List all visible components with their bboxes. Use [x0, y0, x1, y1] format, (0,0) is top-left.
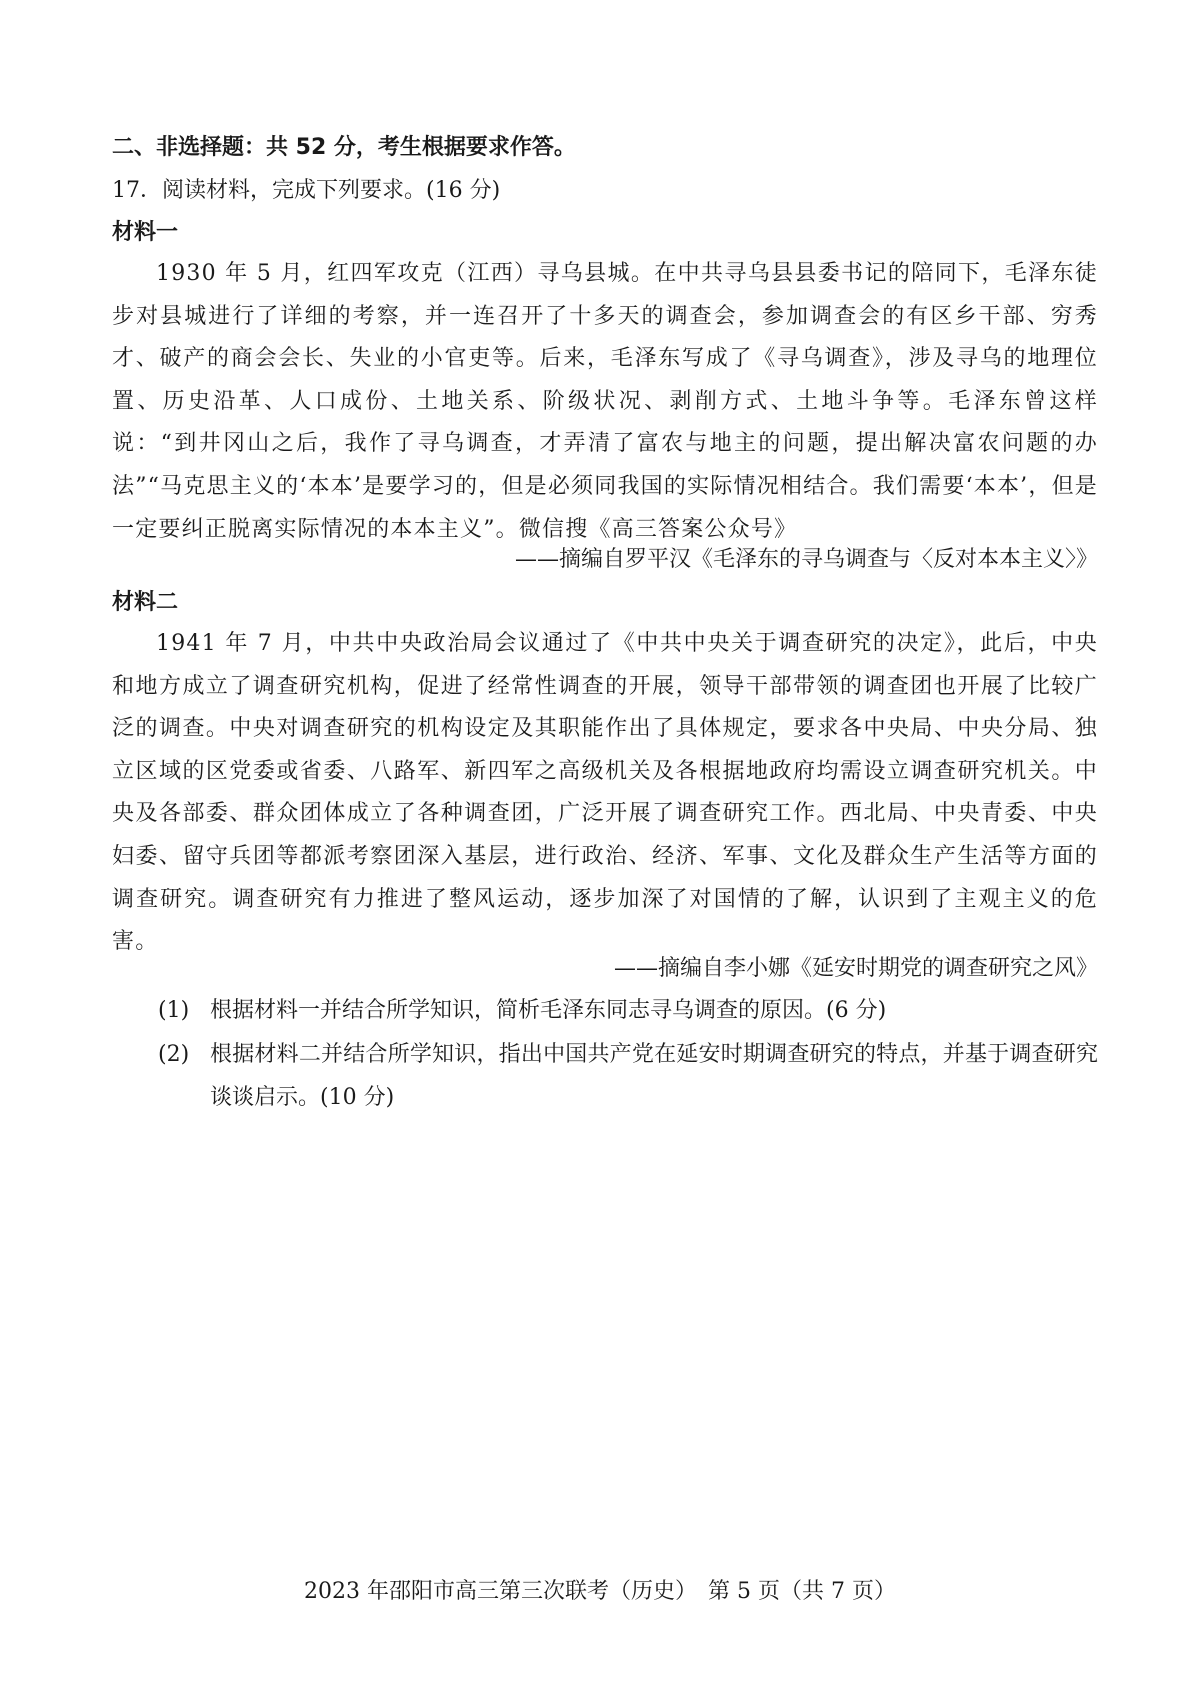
sub-question-2 — [158, 1034, 1098, 1119]
sub-question-1 — [158, 990, 1098, 1033]
material-1-text: 1930 年 5 月，红四军攻克（江西）寻乌县城。在中共寻乌县县委书记的陪同下，毛泽东徒步对县城进行了详细的考察，并一连召开了十多天的调查会，参加调查会的有区乡干部、穷秀才、破产的商会会长、失业的小官吏等。后来，毛泽东写成了《寻乌调查》，涉及寻乌的地理位置、历史沿革、人口成份、土地关系、阶级状况、剥削方式、土地斗争等。毛泽东曾这样说：“到井冈山之后，我作了寻乌调查，才弄清了富农与地主的问题，提出解决富农问题的办法”“马克思主义的‘本本’是要学习的，但是必须同我国的实际情况相结合。我们需要‘本本’，但是一定要纠正脱离实际情况的本本主义”。微信搜《高三答案公众号》 — [112, 261, 1098, 542]
material-2-text: 1941 年 7 月，中共中央政治局会议通过了《中共中央关于调查研究的决定》，此后，中央和地方成立了调查研究机构，促进了经常性调查的开展，领导干部带领的调查团也开展了比较广泛的调查。中央对调查研究的机构设定及其职能作出了具体规定，要求各中央局、中央分局、独立区域的区党委或省委、八路军、新四军之高级机关及各根据地政府均需设立调查研究机关。中央及各部委、群众团体成立了各种调查团，广泛开展了调查研究工作。西北局、中央青委、中央妇委、留守兵团等都派考察团深入基层，进行政治、经济、军事、文化及群众生产生活等方面的调查研究。调查研究有力推进了整风运动，逐步加深了对国情的了解，认识到了主观主义的危害。 — [112, 631, 1098, 955]
sub-question-1-number: (1) — [158, 998, 190, 1023]
question-17-header: 17．阅读材料，完成下列要求。(16 分) — [112, 178, 501, 203]
sub-question-1-text: 根据材料一并结合所学知识，简析毛泽东同志寻乌调查的原因。(6 分) — [210, 998, 887, 1023]
page-footer: 2023 年邵阳市高三第三次联考（历史） 第 5 页（共 7 页） — [304, 1579, 896, 1604]
material-2-label: 材料二 — [112, 590, 179, 615]
sub-question-2-number: (2) — [158, 1042, 190, 1067]
section-title: 二、非选择题：共 52 分，考生根据要求作答。 — [112, 135, 576, 160]
material-1-label: 材料一 — [112, 220, 179, 245]
sub-question-2-text: 根据材料二并结合所学知识，指出中国共产党在延安时期调查研究的特点，并基于调查研究谈谈启示。(10 分) — [210, 1042, 1098, 1110]
material-1-source: ——摘编自罗平汉《毛泽东的寻乌调查与〈反对本本主义〉》 — [514, 547, 1098, 572]
material-2-source: ——摘编自李小娜《延安时期党的调查研究之风》 — [613, 956, 1098, 981]
